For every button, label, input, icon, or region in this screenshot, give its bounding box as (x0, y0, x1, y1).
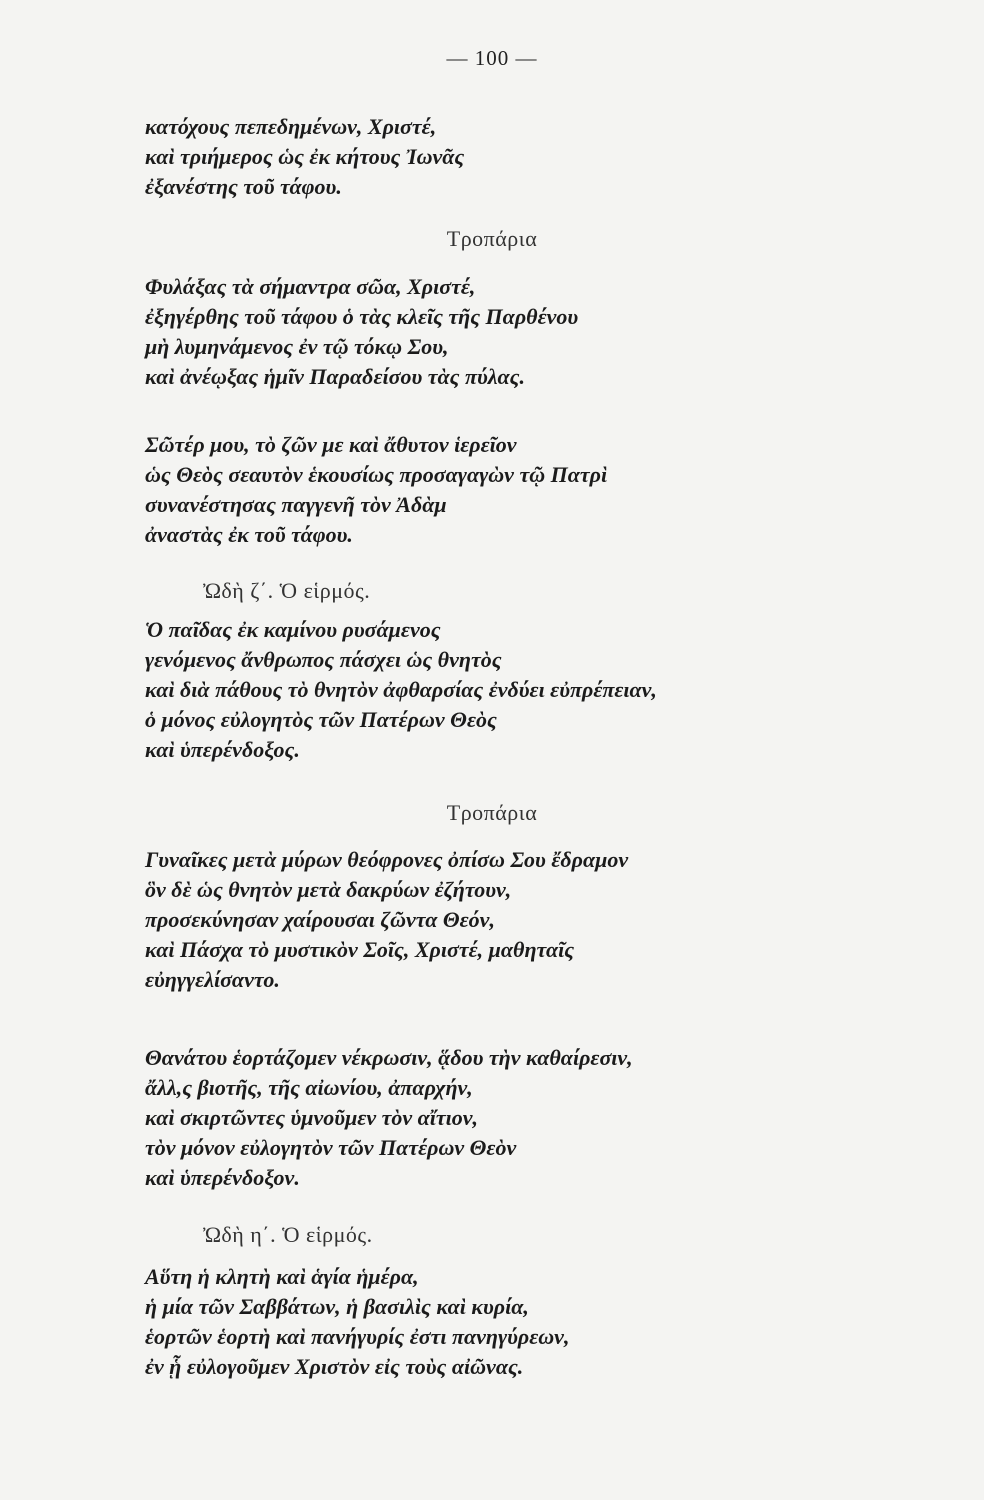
hymn-line: τὸν μόνον εὐλογητὸν τῶν Πατέρων Θεὸν (145, 1135, 517, 1160)
section-heading-troparia-2: Τροπάρια (446, 800, 538, 825)
hymn-line: ὃν δὲ ὡς θνητὸν μετὰ δακρύων ἐζήτουν, (145, 877, 512, 902)
hymn-line: καὶ Πάσχα τὸ μυστικὸν Σοῖς, Χριστέ, μαθηταῖς (145, 937, 575, 962)
hymn-line: Γυναῖκες μετὰ μύρων θεόφρονες ὀπίσω Σου ἔδραμον (145, 847, 629, 872)
hymn-line: ἡ μία τῶν Σαββάτων, ἡ βασιλὶς καὶ κυρία, (145, 1294, 529, 1319)
hymn-block-3 (145, 430, 865, 550)
hymn-line: κατόχους πεπεδημένων, Χριστέ, (145, 114, 437, 139)
hymn-line: καὶ τριήμερος ὡς ἐκ κήτους Ἰωνᾶς (145, 144, 465, 169)
hymn-line: καὶ σκιρτῶντες ὑμνοῦμεν τὸν αἴτιον, (145, 1105, 479, 1130)
hymn-line: Σῶτέρ μου, τὸ ζῶν με καὶ ἄθυτον ἱερεῖον (145, 432, 517, 457)
hymn-block-1 (145, 112, 865, 202)
hymn-line: ὡς Θεὸς σεαυτὸν ἑκουσίως προσαγαγὼν τῷ Πατρὶ (145, 462, 608, 487)
ode-7-heading: Ὠδὴ ζ΄. Ὁ εἱρμός. (203, 578, 371, 603)
hymn-block-2 (145, 272, 865, 392)
hymn-line: ἄλλ,ς βιοτῆς, τῆς αἰωνίου, ἀπαρχήν, (145, 1075, 473, 1100)
hymn-block-5 (145, 845, 865, 995)
hymn-line: εὐηγγελίσαντο. (145, 967, 280, 992)
hymn-line: καὶ ἀνέῳξας ἡμῖν Παραδείσου τὰς πύλας. (145, 364, 525, 389)
hymn-line: καὶ ὑπερένδοξος. (145, 737, 300, 762)
hymn-line: προσεκύνησαν χαίρουσαι ζῶντα Θεόν, (145, 907, 495, 932)
section-heading-troparia-1: Τροπάρια (446, 226, 538, 251)
hymn-line: ἐν ᾗ εὐλογοῦμεν Χριστὸν εἰς τοὺς αἰῶνας. (145, 1354, 524, 1379)
hymn-block-7 (145, 1262, 865, 1382)
hymn-line: ἀναστὰς ἐκ τοῦ τάφου. (145, 522, 353, 547)
hymn-line: καὶ ὑπερένδοξον. (145, 1165, 300, 1190)
hymn-line: ὁ μόνος εὐλογητὸς τῶν Πατέρων Θεὸς (145, 707, 497, 732)
hymn-block-4 (145, 615, 865, 765)
hymn-line: Αὕτη ἡ κλητὴ καὶ ἁγία ἡμέρα, (145, 1264, 419, 1289)
page-number: — 100 — (446, 46, 538, 70)
hymn-block-6 (145, 1043, 865, 1193)
hymn-line: Φυλάξας τὰ σήμαντρα σῶα, Χριστέ, (145, 274, 476, 299)
hymn-line: γενόμενος ἄνθρωπος πάσχει ὡς θνητὸς (145, 647, 502, 672)
hymn-line: καὶ διὰ πάθους τὸ θνητὸν ἀφθαρσίας ἐνδύει εὐπρέπειαν, (145, 677, 657, 702)
hymn-line: μὴ λυμηνάμενος ἐν τῷ τόκῳ Σου, (145, 334, 449, 359)
hymn-line: ἑορτῶν ἑορτὴ καὶ πανήγυρίς ἐστι πανηγύρεων, (145, 1324, 570, 1349)
hymn-line: ἐξανέστης τοῦ τάφου. (145, 174, 342, 199)
hymn-line: ἐξηγέρθης τοῦ τάφου ὁ τὰς κλεῖς τῆς Παρθένου (145, 304, 579, 329)
hymn-line: συνανέστησας παγγενῆ τὸν Ἀδὰμ (145, 492, 447, 517)
hymn-line: Θανάτου ἑορτάζομεν νέκρωσιν, ᾅδου τὴν καθαίρεσιν, (145, 1045, 633, 1070)
hymn-line: Ὁ παῖδας ἐκ καμίνου ρυσάμενος (145, 617, 441, 642)
ode-8-heading: Ὠδὴ η΄. Ὁ εἱρμός. (203, 1222, 373, 1247)
